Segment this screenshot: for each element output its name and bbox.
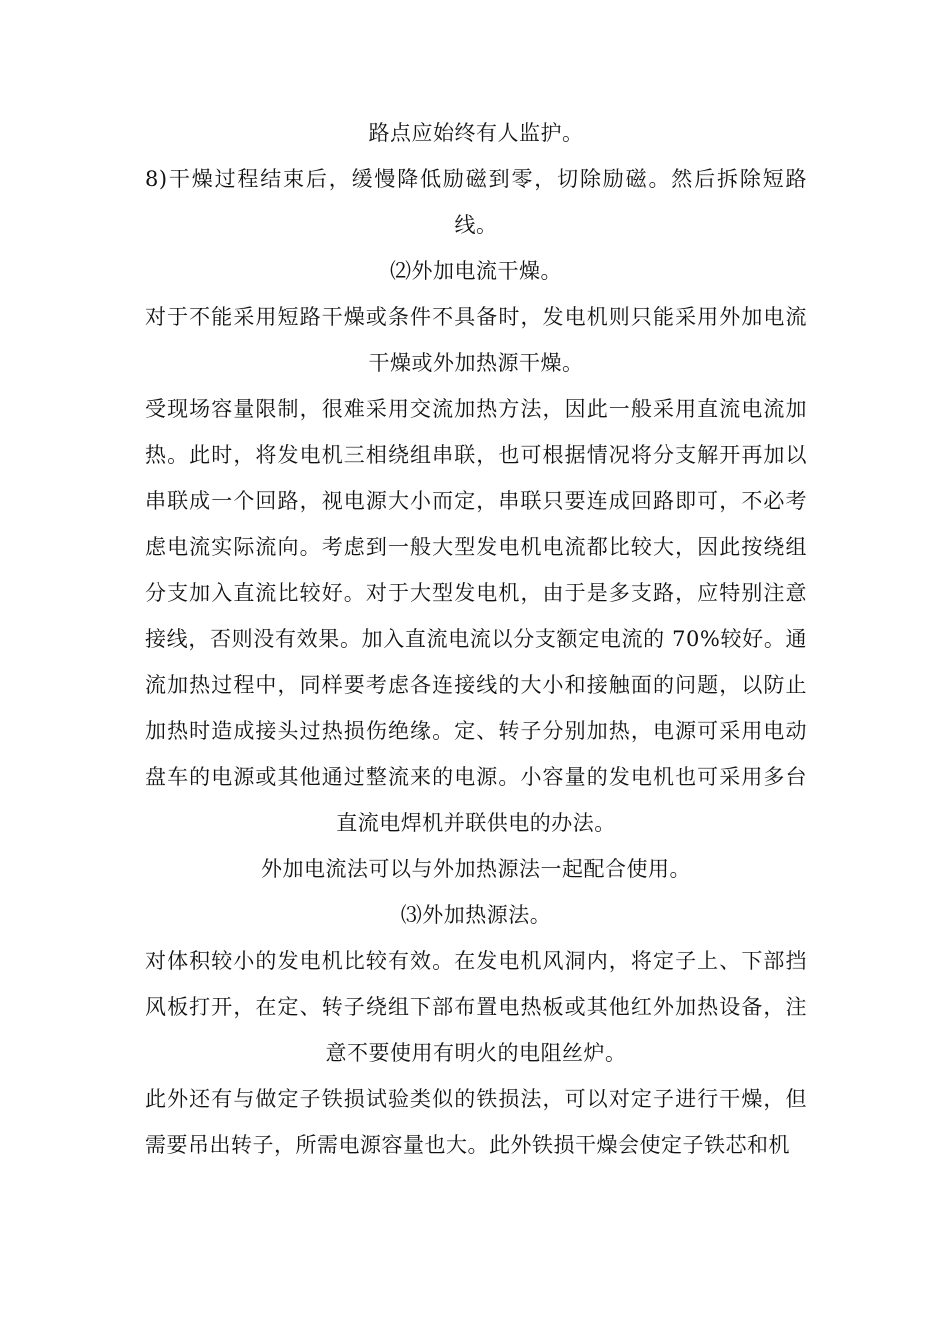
paragraph-dc-heating: 受现场容量限制，很难采用交流加热方法，因此一般采用直流电流加热。此时，将发电机三相绕组串联，也可根据情况将分支解开再加以串联成一个回路，视电源大小而定，串联只要连成回路即可，不必考虑电流实际流向。考虑到一般大型发电机电流都比较大，因此按绕组分支加入直流比较好。对于大型发电机，由于是多支路，应特别注意接线，否则没有效果。加入直流电流以分支额定电流的 70%较好。通流加热过程中，同样要考虑各连接线的大小和接触面的问题，以防止加热时造成接头过热损伤绝缘。定、转子分别加热，电源可采用电动盘车的电源或其他通过整流来的电源。小容量的发电机也可采用多台直流电焊机并联供电的办法。 <box>145 397 807 835</box>
body-text <box>145 110 807 1168</box>
paragraph-combined-use: 外加电流法可以与外加热源法一起配合使用。 <box>261 857 691 881</box>
paragraph-continuation: 路点应始终有人监护。 <box>368 121 584 145</box>
heading-external-current-drying: ⑵外加电流干燥。 <box>390 259 562 283</box>
heading-external-heat-source: ⑶外加热源法。 <box>400 903 552 927</box>
paragraph-step-8: 8)干燥过程结束后，缓慢降低励磁到零，切除励磁。然后拆除短路线。 <box>145 167 807 237</box>
paragraph-iron-loss-method: 此外还有与做定子铁损试验类似的铁损法，可以对定子进行干燥，但需要吊出转子，所需电源容量也大。此外铁损干燥会使定子铁芯和机 <box>145 1087 807 1157</box>
paragraph-external-current-intro: 对于不能采用短路干燥或条件不具备时，发电机则只能采用外加电流干燥或外加热源干燥。 <box>145 305 807 375</box>
paragraph-heat-source-method: 对体积较小的发电机比较有效。在发电机风洞内，将定子上、下部挡风板打开，在定、转子绕组下部布置电热板或其他红外加热设备，注意不要使用有明火的电阻丝炉。 <box>145 949 807 1065</box>
